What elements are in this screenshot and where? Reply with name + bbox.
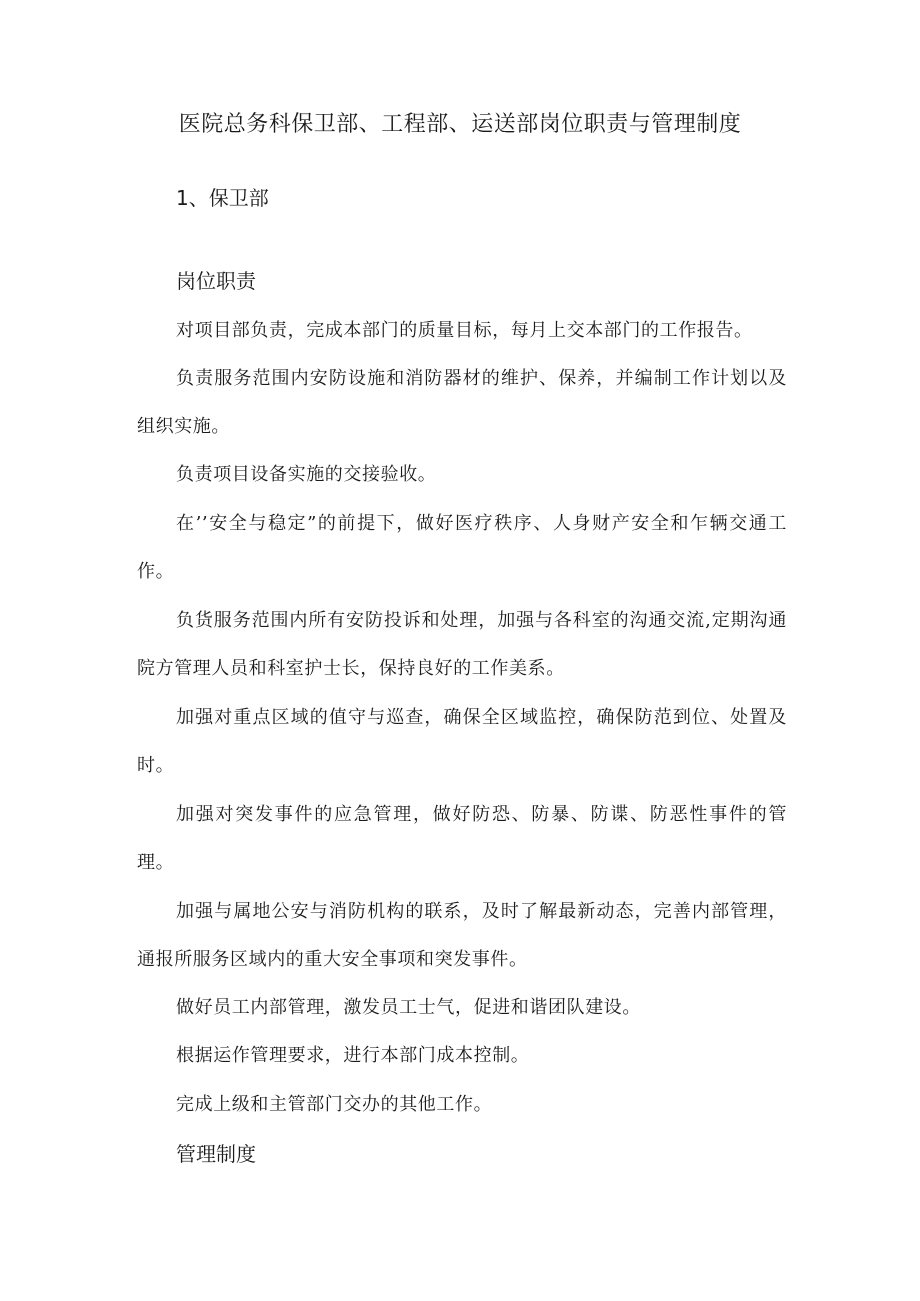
subheading-management: 管理制度 xyxy=(176,1142,256,1166)
document-title: 医院总务科保卫部、工程部、运送部岗位职责与管理制度 xyxy=(178,112,742,137)
paragraph: 负责项目设备实施的交接验收。 xyxy=(176,464,437,485)
section-heading: 1、保卫部 xyxy=(176,186,269,210)
paragraph: 负货服务范围内所有安防投诉和处理，加强与各科室的沟通交流,定期沟通院方管理人员和科室护士长，保持良好的工作美系。 xyxy=(137,610,787,679)
paragraph: 完成上级和主管部门交办的其他工作。 xyxy=(176,1094,493,1115)
paragraph: 加强对重点区域的值守与巡查，确保全区域监控，确保防范到位、处置及时。 xyxy=(137,707,787,776)
paragraph: 在’’安全与稳定”的前提下，做好医疗秩序、人身财产安全和乍辆交通工作。 xyxy=(137,513,787,582)
subheading-duties: 岗位职责 xyxy=(176,269,256,293)
paragraph: 负责服务范围内安防设施和消防器材的维护、保养，并编制工作计划以及组织实施。 xyxy=(137,368,787,437)
paragraph: 做好员工内部管理，激发员工士气，促进和谐团队建设。 xyxy=(176,997,641,1018)
paragraph: 对项目部负责，完成本部门的质量目标，每月上交本部门的工作报告。 xyxy=(176,320,753,341)
paragraph: 根据运作管理要求，进行本部门成本控制。 xyxy=(176,1045,530,1066)
paragraph: 加强与属地公安与消防机构的联系，及时了解最新动态，完善内部管理，通报所服务区域内的重大安全事项和突发事件。 xyxy=(137,901,787,970)
paragraph: 加强对突发事件的应急管理，做好防恐、防暴、防谍、防恶性事件的管理。 xyxy=(137,804,787,873)
